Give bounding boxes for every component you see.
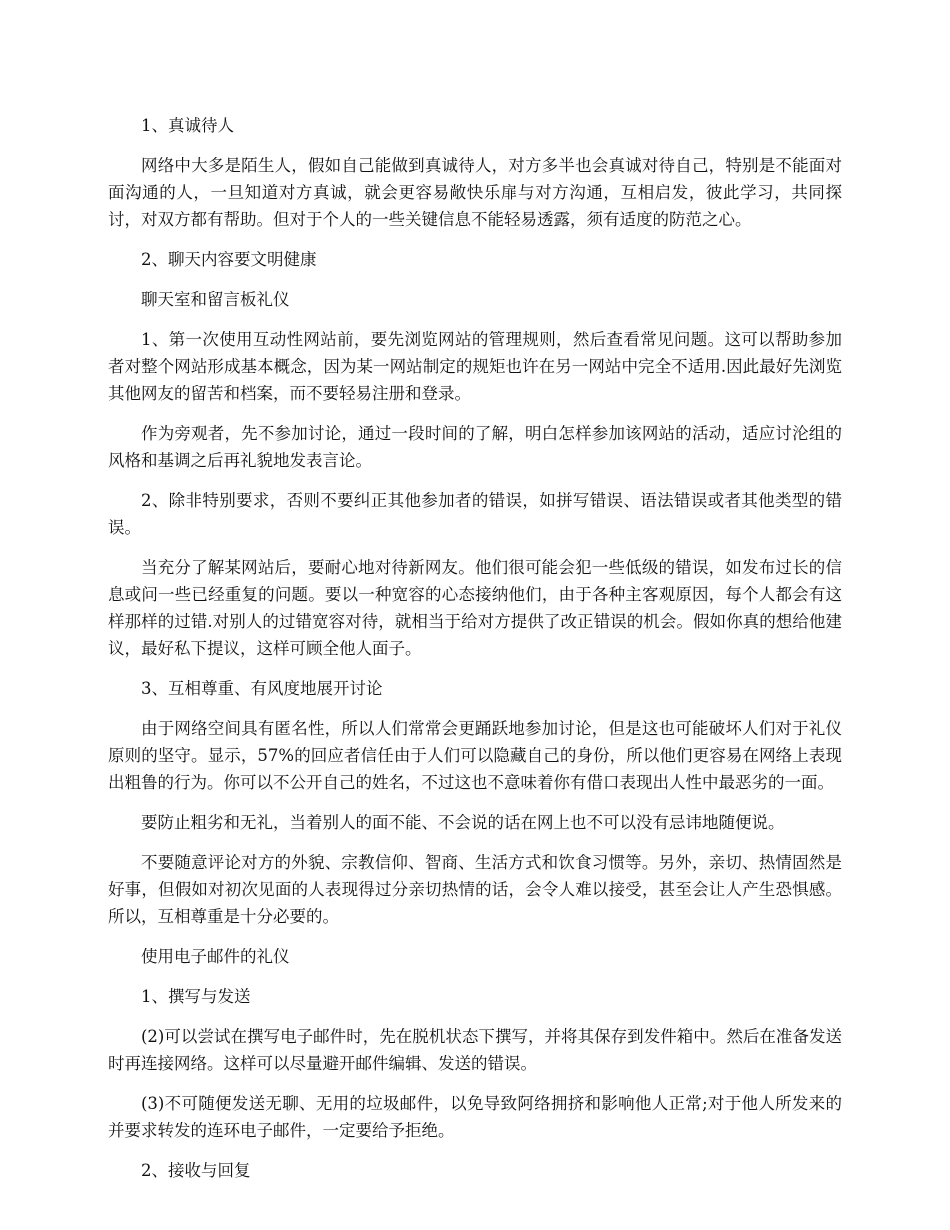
paragraph-no-spam: (3)不可随便发送无聊、无用的垃圾邮件，以免导致阿络拥挤和影响他人正常;对于他人所发来的并要求转发的连环电子邮件，一定要给予拒绝。 (108, 1094, 842, 1140)
paragraph-no-comments: 不要随意评论对方的外貌、宗教信仰、智商、生活方式和饮食习惯等。另外，亲切、热情固然是好事，但假如对初次见面的人表现得过分亲切热情的话，会令人难以接受，甚至会让人产生恐惧感。所以，互相尊重是十分必要的。 (108, 853, 842, 926)
paragraph-sincere: 网络中大多是陌生人，假如自己能做到真诚待人，对方多半也会真诚对待自己，特别是不能面对面沟通的人，一旦知道对方真诚，就会更容易敞快乐扉与对方沟通，互相启发，彼此学习，共同探讨，对双方都有帮助。但对于个人的一些关键信息不能轻易透露，须有适度的防范之心。 (108, 156, 842, 229)
document-body (108, 112, 842, 1197)
paragraph-anonymity: 由于网络空间具有匿名性，所以人们常常会更踊跃地参加讨论，但是这也可能破坏人们对于礼仪原则的坚守。显示，57%的回应者信任由于人们可以隐藏自己的身份，所以他们更容易在网络上表现出粗鲁的行为。你可以不公开自己的姓名，不过这也不意味着你有借口表现出人性中最恶劣的一面。 (108, 719, 842, 792)
heading-email-etiquette: 使用电子邮件的礼仪 (141, 947, 290, 966)
paragraph-first-use: 1、第一次使用互动性网站前，要先浏览网站的管理规则，然后查看常见问题。这可以帮助参加者对整个网站形成基本概念，因为某一网站制定的规矩也许在另一网站中完全不适用.因此最好先浏览其他网友的留苦和档案，而不要轻易注册和登录。 (108, 330, 842, 403)
paragraph-avoid-rudeness: 要防止粗劣和无礼，当着别人的面不能、不会说的话在网上也不可以没有忌讳地随便说。 (141, 813, 785, 832)
paragraph-offline-compose: (2)可以尝试在撰写电子邮件时，先在脱机状态下撰写，并将其保存到发件箱中。然后在准备发送时再连接网络。这样可以尽量避开邮件编辑、发送的错误。 (108, 1027, 842, 1073)
heading-chatroom-etiquette: 聊天室和留言板礼仪 (141, 290, 290, 309)
paragraph-no-correction: 2、除非特别要求，否则不要纠正其他参加者的错误，如拼写错误、语法错误或者其他类型的错误。 (108, 491, 842, 537)
heading-chat-content: 2、聊天内容要文明健康 (141, 250, 317, 269)
paragraph-observer: 作为旁观者，先不参加讨论，通过一段时间的了解，明白怎样参加该网站的活动，适应讨沦组的风格和基调之后再礼貌地发表言论。 (108, 424, 842, 470)
heading-receive-reply: 2、接收与回复 (141, 1161, 251, 1180)
heading-mutual-respect: 3、互相尊重、有风度地展开讨论 (141, 679, 383, 698)
paragraph-patience: 当充分了解某网站后，要耐心地对待新网友。他们很可能会犯一些低级的错误，如发布过长的信息或问一些已经重复的问题。要以一种宽容的心态接纳他们，由于各种主客观原因，每个人都会有这样那样的过错.对别人的过错宽容对待，就相当于给对方提供了改正错误的机会。假如你真的想给他建议，最好私下提议，这样可顾全他人面子。 (108, 558, 842, 658)
heading-compose-send: 1、撰写与发送 (141, 987, 251, 1006)
heading-sincere: 1、真诚待人 (141, 116, 234, 135)
